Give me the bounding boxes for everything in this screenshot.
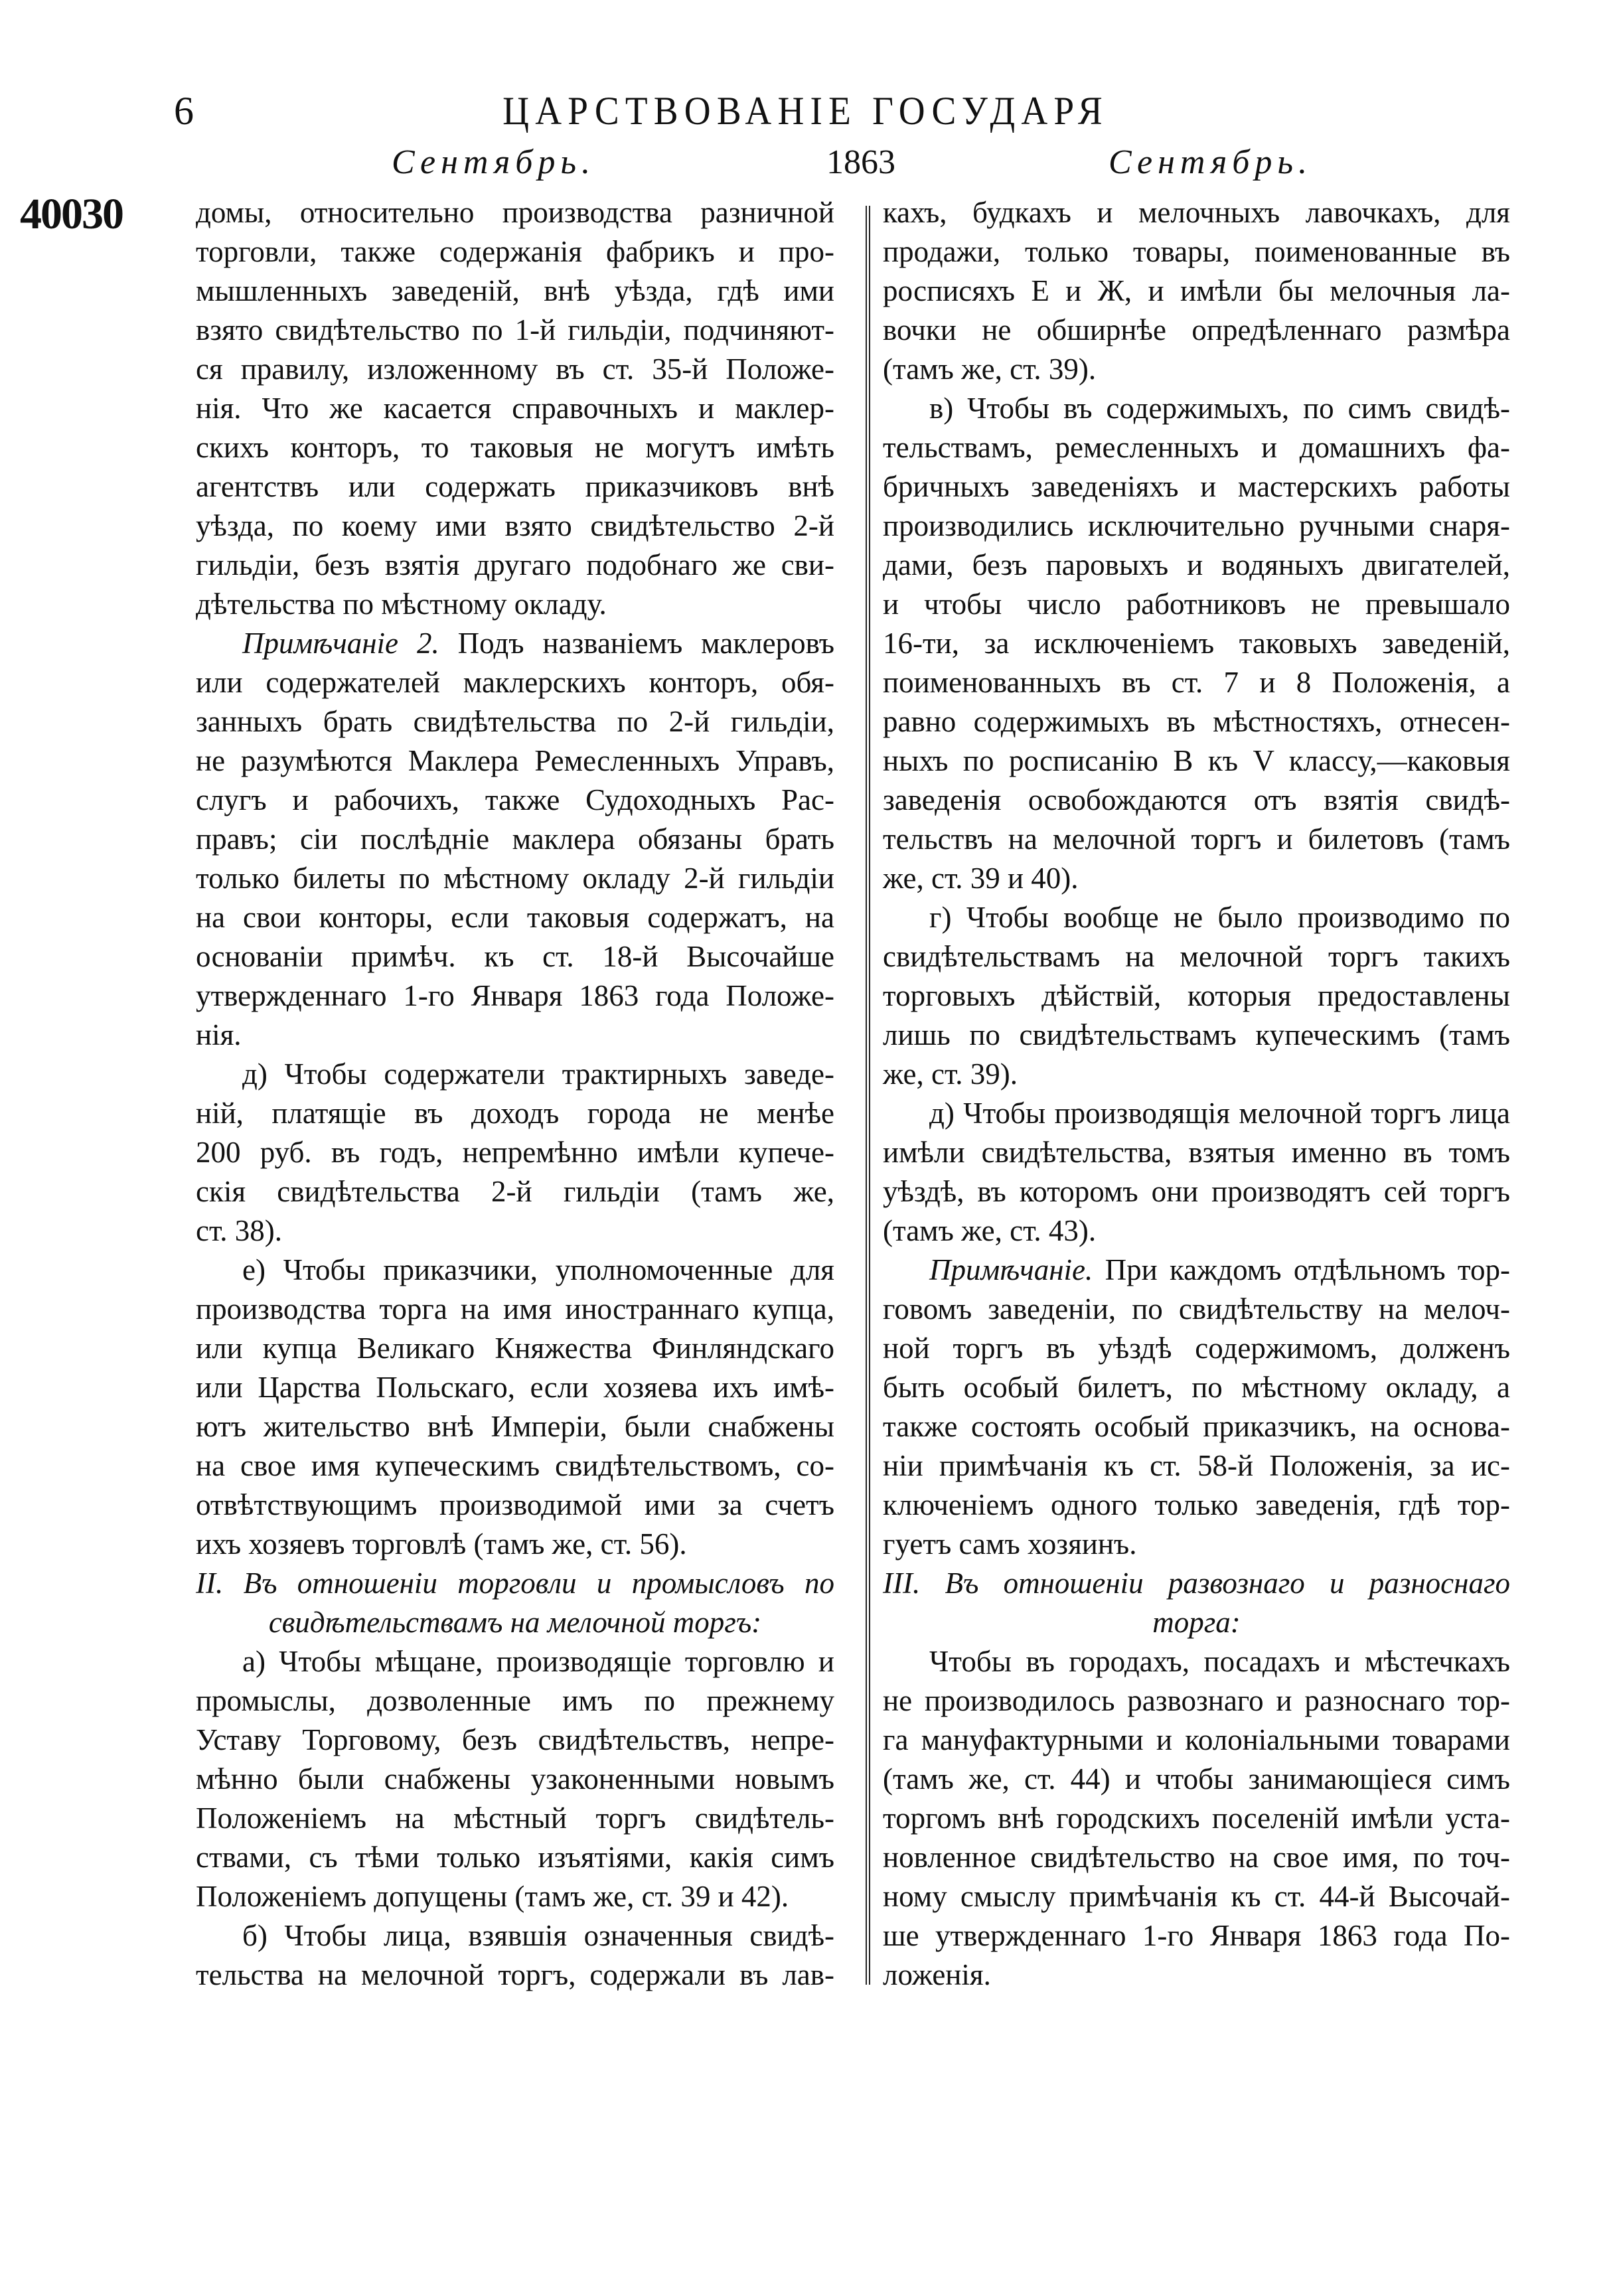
line-text: утвержденнаго 1-го Января 1863 года Положе-	[196, 979, 834, 1012]
line-text: 200 руб. въ годъ, непремѣнно имѣли купече-	[196, 1136, 834, 1169]
line-text: ст. 38).	[196, 1214, 282, 1247]
text-line	[883, 1446, 1510, 1486]
text-line	[883, 1525, 1510, 1564]
text-line	[883, 1329, 1510, 1368]
text-line	[196, 1329, 834, 1368]
line-text: ше утвержденнаго 1-го Января 1863 года По-	[883, 1919, 1510, 1952]
line-text: г) Чтобы вообще не было производимо по	[929, 901, 1510, 934]
text-line	[196, 467, 834, 506]
line-text: 16-ти, за исключеніемъ таковыхъ заведеній,	[883, 627, 1510, 660]
text-line	[196, 898, 834, 937]
line-text: уѣзда, по коему ими взято свидѣтельство 2-й	[196, 509, 834, 542]
text-line	[883, 741, 1510, 781]
line-text: торга:	[1152, 1606, 1241, 1639]
line-text: производства торга на имя иностраннаго купца,	[196, 1292, 834, 1326]
right-column	[883, 193, 1510, 1995]
running-title: ЦАРСТВОВАНІЕ ГОСУДАРЯ	[502, 89, 1109, 133]
line-text: продажи, только товары, поименованные въ	[883, 235, 1510, 268]
column-divider	[866, 206, 870, 1985]
line-text: не разумѣются Маклера Ремесленныхъ Управъ,	[196, 744, 834, 777]
line-text: быть особый билетъ, по мѣстному окладу, а	[883, 1371, 1510, 1404]
line-text: промыслы, дозволенные имъ по прежнему	[196, 1684, 834, 1717]
text-line	[196, 193, 834, 232]
line-text: При каждомъ отдѣльномъ тор-	[1093, 1253, 1510, 1286]
line-text: III. Въ отношеніи развознаго и разноснаго	[883, 1567, 1510, 1600]
line-text: скія свидѣтельства 2-й гильдіи (тамъ же,	[196, 1175, 834, 1208]
line-text: ключеніемъ одного только заведенія, гдѣ тор-	[883, 1488, 1510, 1521]
line-text: же, ст. 39).	[883, 1057, 1018, 1091]
text-line	[196, 350, 834, 389]
line-text: (тамъ же, ст. 39).	[883, 352, 1097, 386]
text-line	[196, 428, 834, 467]
line-text: торговли, также содержанія фабрикъ и про-	[196, 235, 834, 268]
year: 1863	[826, 143, 895, 181]
text-line	[883, 311, 1510, 350]
text-line	[883, 1133, 1510, 1172]
text-line	[196, 663, 834, 702]
text-line	[883, 624, 1510, 663]
text-line	[883, 1838, 1510, 1877]
text-line	[196, 1290, 834, 1329]
text-line	[883, 232, 1510, 271]
text-line	[196, 859, 834, 898]
text-line	[196, 1603, 834, 1642]
text-line	[883, 1681, 1510, 1721]
text-line	[883, 506, 1510, 546]
line-text: в) Чтобы въ содержимыхъ, по симъ свидѣ-	[929, 392, 1510, 425]
line-text: Уставу Торговому, безъ свидѣтельствъ, непре-	[196, 1723, 834, 1756]
line-text: только билеты по мѣстному окладу 2-й гильдіи	[196, 862, 834, 895]
text-line	[883, 1564, 1510, 1603]
line-text: мышленныхъ заведеній, внѣ уѣзда, гдѣ ими	[196, 274, 834, 307]
line-text: II. Въ отношеніи торговли и промысловъ по	[196, 1567, 834, 1600]
text-line	[196, 820, 834, 859]
text-line	[883, 781, 1510, 820]
text-line	[196, 506, 834, 546]
line-text: новленное свидѣтельство на свое имя, по точ-	[883, 1841, 1510, 1874]
text-line	[883, 428, 1510, 467]
line-text: торгомъ внѣ городскихъ поселеній имѣли уста-	[883, 1801, 1510, 1835]
text-line	[883, 820, 1510, 859]
line-text: га мануфактурными и колоніальными товарами	[883, 1723, 1510, 1756]
line-text: заведенія освобождаются отъ взятія свидѣ-	[883, 783, 1510, 816]
line-text: или купца Великаго Княжества Финляндскаго	[196, 1332, 834, 1365]
text-line	[883, 193, 1510, 232]
line-text: торговыхъ дѣйствій, которыя предоставлены	[883, 979, 1510, 1012]
month-left: Сентябрь.	[392, 143, 596, 181]
text-line	[196, 741, 834, 781]
text-line	[196, 1133, 834, 1172]
text-line	[883, 1955, 1510, 1995]
line-text: Положеніемъ на мѣстный торгъ свидѣтель-	[196, 1801, 834, 1835]
text-line	[196, 232, 834, 271]
line-text: ной торгъ въ уѣздѣ содержимомъ, долженъ	[883, 1332, 1510, 1365]
line-text: вочки не обширнѣе опредѣленнаго размѣра	[883, 313, 1510, 346]
line-text: производились исключительно ручными снаря-	[883, 509, 1510, 542]
line-text: или Царства Польскаго, если хозяева ихъ имѣ-	[196, 1371, 834, 1404]
text-line	[196, 1681, 834, 1721]
text-line	[196, 1564, 834, 1603]
text-line	[196, 1838, 834, 1877]
page-number: 6	[174, 89, 194, 133]
text-line	[883, 350, 1510, 389]
text-line	[196, 585, 834, 624]
text-line	[196, 1172, 834, 1211]
line-text: ихъ хозяевъ торговлѣ (тамъ же, ст. 56).	[196, 1527, 687, 1561]
text-line	[196, 1721, 834, 1760]
text-line	[883, 1877, 1510, 1916]
line-text: тельствамъ, ремесленныхъ и домашнихъ фа-	[883, 431, 1510, 464]
text-line	[196, 937, 834, 976]
line-text: поименованныхъ въ ст. 7 и 8 Положенія, а	[883, 666, 1510, 699]
text-line	[883, 937, 1510, 976]
line-text: ныхъ по росписанію В къ V классу,—каковыя	[883, 744, 1510, 777]
line-text: тельства на мелочной торгъ, содержали въ лав-	[196, 1958, 834, 1991]
text-line	[196, 1055, 834, 1094]
line-text: ствами, съ тѣми только изъятіями, какія симъ	[196, 1841, 834, 1874]
text-line	[883, 1016, 1510, 1055]
text-line	[883, 1916, 1510, 1955]
text-line	[883, 1290, 1510, 1329]
line-text: д) Чтобы содержатели трактирныхъ заведе-	[242, 1057, 834, 1091]
text-line	[883, 1642, 1510, 1681]
line-text: ютъ жительство внѣ Имперіи, были снабжены	[196, 1410, 834, 1443]
line-text: дами, безъ паровыхъ и водяныхъ двигателей,	[883, 548, 1510, 581]
text-line	[883, 546, 1510, 585]
line-text: домы, относительно производства разничной	[196, 196, 834, 229]
text-line	[196, 1094, 834, 1133]
line-text: или содержателей маклерскихъ конторъ, обя-	[196, 666, 834, 699]
text-line	[883, 271, 1510, 311]
text-line	[196, 1016, 834, 1055]
line-text: свидѣтельствамъ на мелочной торгъ такихъ	[883, 940, 1510, 973]
text-line	[883, 585, 1510, 624]
entry-number: 40030	[20, 190, 123, 238]
line-text: взято свидѣтельство по 1-й гильдіи, подчиняют-	[196, 313, 834, 346]
line-text: на свое имя купеческимъ свидѣтельствомъ, со-	[196, 1449, 834, 1482]
line-text: лишь по свидѣтельствамъ купеческимъ (тамъ	[883, 1018, 1510, 1051]
text-line	[196, 1877, 834, 1916]
line-text: основаніи примѣч. къ ст. 18-й Высочайше	[196, 940, 834, 973]
text-line	[196, 1486, 834, 1525]
line-text: равно содержимыхъ въ мѣстностяхъ, отнесен-	[883, 705, 1510, 738]
text-line	[883, 389, 1510, 428]
text-line	[196, 702, 834, 741]
line-text: тельствъ на мелочной торгъ и билетовъ (тамъ	[883, 822, 1510, 856]
text-line	[883, 702, 1510, 741]
line-text: имѣли свидѣтельства, взятыя именно въ томъ	[883, 1136, 1510, 1169]
text-line	[883, 1172, 1510, 1211]
line-text: правъ; сіи послѣдніе маклера обязаны брать	[196, 822, 834, 856]
line-text: также состоять особый приказчикъ, на основа-	[883, 1410, 1510, 1443]
line-text: гильдіи, безъ взятія другаго подобнаго же сви-	[196, 548, 834, 581]
text-line	[196, 1446, 834, 1486]
line-text: б) Чтобы лица, взявшія означенныя свидѣ-	[242, 1919, 834, 1952]
month-right: Сентябрь.	[1109, 143, 1313, 181]
text-line	[196, 1211, 834, 1251]
text-line	[196, 976, 834, 1016]
left-column	[196, 193, 834, 1995]
line-text: же, ст. 39 и 40).	[883, 862, 1079, 895]
line-text: ложенія.	[883, 1958, 991, 1991]
line-text: д) Чтобы производящія мелочной торгъ лица	[929, 1097, 1510, 1130]
text-line	[883, 467, 1510, 506]
line-text: на свои конторы, если таковыя содержатъ, на	[196, 901, 834, 934]
line-text: ся правилу, изложенному въ ст. 35-й Положе-	[196, 352, 834, 386]
line-text: (тамъ же, ст. 43).	[883, 1214, 1097, 1247]
text-line	[196, 1251, 834, 1290]
line-text: уѣздѣ, въ которомъ они производятъ сей торгъ	[883, 1175, 1510, 1208]
text-line	[883, 1368, 1510, 1407]
line-text: занныхъ брать свидѣтельства по 2-й гильдіи,	[196, 705, 834, 738]
text-line	[196, 1799, 834, 1838]
text-line	[196, 1525, 834, 1564]
text-line	[883, 976, 1510, 1016]
line-text: ному смыслу примѣчанія къ ст. 44-й Высочай-	[883, 1880, 1510, 1913]
line-text: свидѣтельствамъ на мелочной торгъ:	[268, 1606, 762, 1639]
text-line	[883, 663, 1510, 702]
line-text: ній, платящіе въ доходъ города не менѣе	[196, 1097, 834, 1130]
line-text: не производилось развознаго и разноснаго тор-	[883, 1684, 1510, 1717]
text-line	[883, 1094, 1510, 1133]
text-line	[883, 1486, 1510, 1525]
line-text: Подъ названіемъ маклеровъ	[439, 627, 834, 660]
line-text: дѣтельства по мѣстному окладу.	[196, 587, 607, 621]
text-line	[196, 311, 834, 350]
text-line	[883, 1603, 1510, 1642]
text-line	[196, 546, 834, 585]
line-text: росписяхъ Е и Ж, и имѣли бы мелочныя ла-	[883, 274, 1510, 307]
text-line	[883, 1760, 1510, 1799]
line-text: (тамъ же, ст. 44) и чтобы занимающіеся симъ	[883, 1762, 1510, 1796]
text-line	[883, 1799, 1510, 1838]
text-line	[196, 1642, 834, 1681]
line-text: кахъ, будкахъ и мелочныхъ лавочкахъ, для	[883, 196, 1510, 229]
line-text: слугъ и рабочихъ, также Судоходныхъ Рас-	[196, 783, 834, 816]
note-label: Примѣчаніе 2.	[242, 627, 439, 660]
line-text: отвѣтствующимъ производимой ими за счетъ	[196, 1488, 834, 1521]
text-line	[196, 624, 834, 663]
text-line	[196, 1760, 834, 1799]
note-label: Примѣчаніе.	[929, 1253, 1093, 1286]
text-line	[883, 1407, 1510, 1446]
line-text: бричныхъ заведеніяхъ и мастерскихъ работы	[883, 470, 1510, 503]
text-line	[883, 1055, 1510, 1094]
text-line	[196, 781, 834, 820]
line-text: Чтобы въ городахъ, посадахъ и мѣстечкахъ	[929, 1645, 1510, 1678]
line-text: говомъ заведеніи, по свидѣтельству на мелоч-	[883, 1292, 1510, 1326]
line-text: Положеніемъ допущены (тамъ же, ст. 39 и 42).	[196, 1880, 789, 1913]
text-line	[883, 1721, 1510, 1760]
text-line	[196, 1955, 834, 1995]
line-text: нія. Что же касается справочныхъ и маклер-	[196, 392, 834, 425]
line-text: и чтобы число работниковъ не превышало	[883, 587, 1510, 621]
line-text: гуетъ самъ хозяинъ.	[883, 1527, 1137, 1561]
text-line	[883, 898, 1510, 937]
line-text: ніи примѣчанія къ ст. 58-й Положенія, за ис-	[883, 1449, 1510, 1482]
text-line	[196, 1407, 834, 1446]
text-line	[883, 1251, 1510, 1290]
line-text: агентствъ или содержать приказчиковъ внѣ	[196, 470, 834, 503]
line-text: мѣнно были снабжены узаконенными новымъ	[196, 1762, 834, 1796]
text-line	[196, 1368, 834, 1407]
text-line	[196, 1916, 834, 1955]
line-text: скихъ конторъ, то таковыя не могутъ имѣть	[196, 431, 834, 464]
text-line	[883, 1211, 1510, 1251]
line-text: е) Чтобы приказчики, уполномоченные для	[242, 1253, 834, 1286]
line-text: а) Чтобы мѣщане, производящіе торговлю и	[242, 1645, 834, 1678]
text-line	[196, 389, 834, 428]
text-line	[883, 859, 1510, 898]
line-text: нія.	[196, 1018, 242, 1051]
text-line	[196, 271, 834, 311]
